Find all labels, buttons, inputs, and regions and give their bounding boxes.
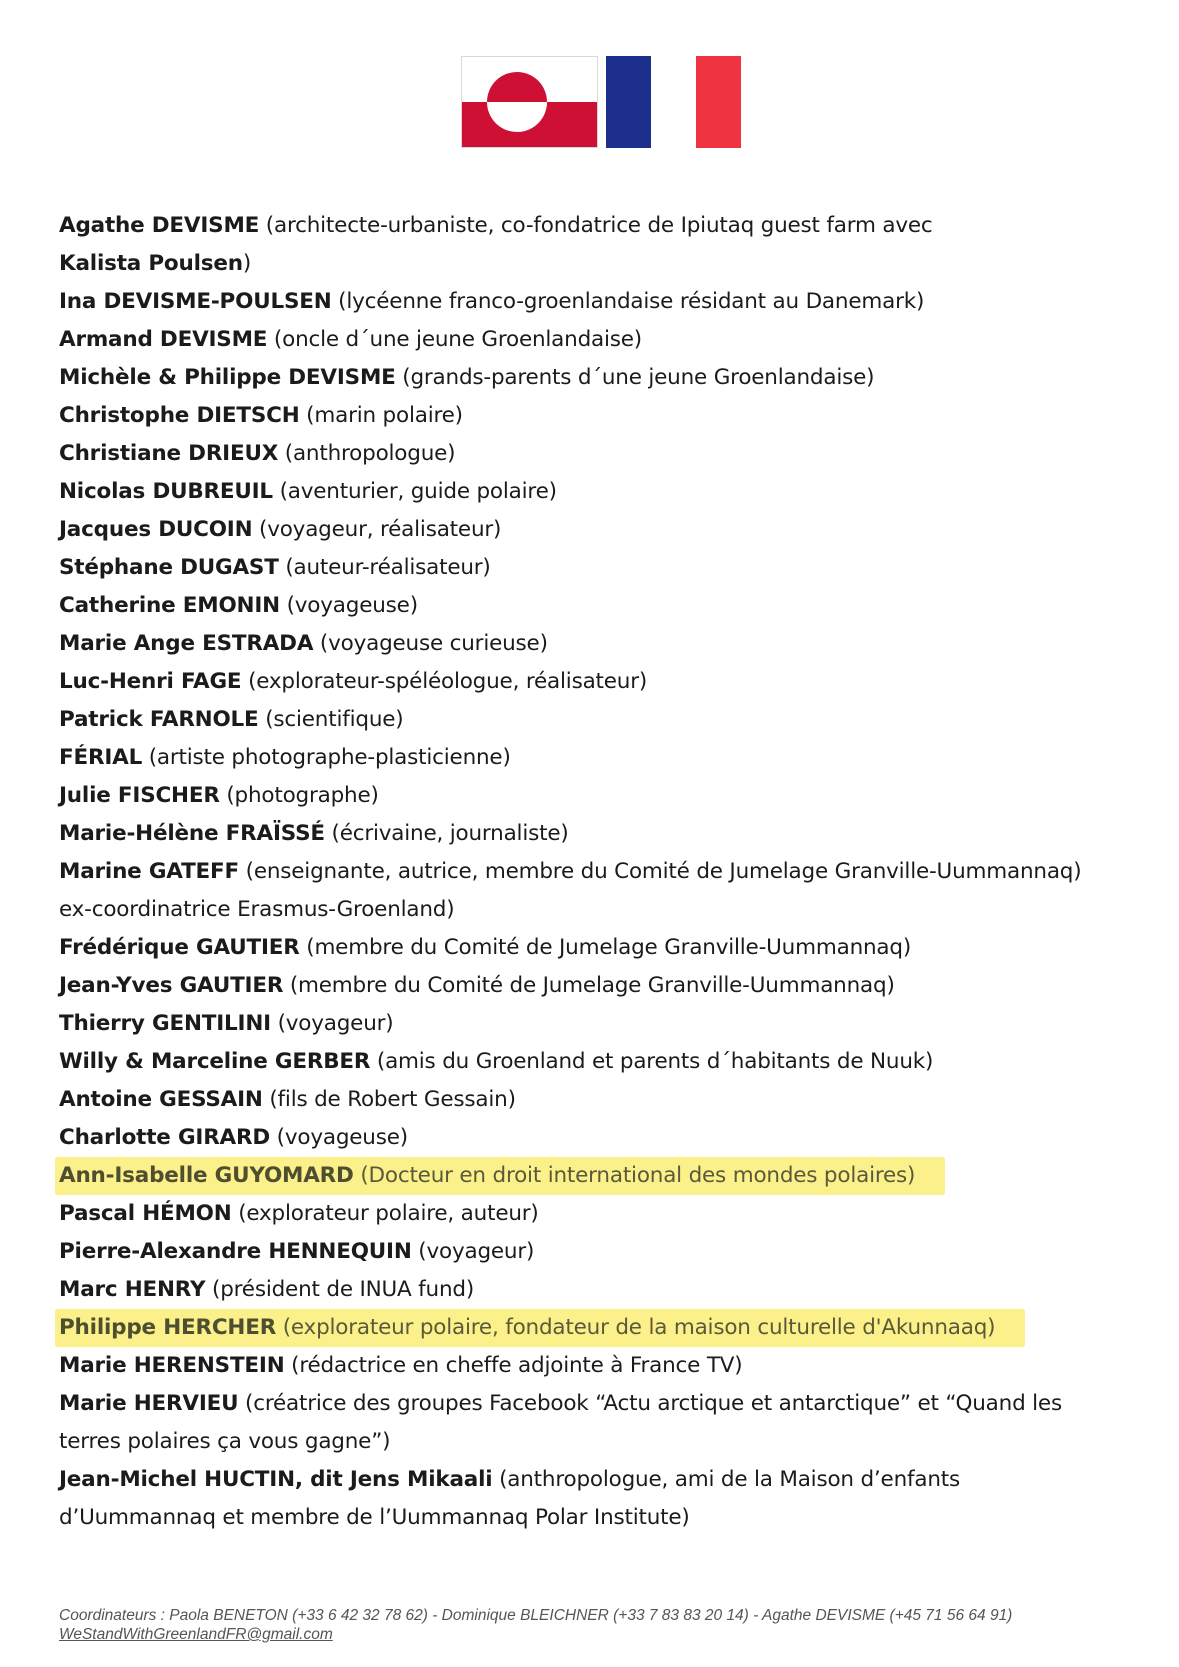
signatory-name: FÉRIAL [59, 745, 143, 770]
signatory-entry [59, 1423, 1139, 1461]
signatory-description: terres polaires ça vous gagne”) [59, 1429, 391, 1454]
signatory-entry [59, 1499, 1139, 1537]
signatory-entry [59, 1043, 1139, 1081]
signatory-description: (explorateur polaire, fondateur de la maison culturelle d'Akunnaaq) [282, 1315, 996, 1340]
signatory-description: ex-coordinatrice Erasmus-Groenland) [59, 897, 455, 922]
highlight-wrapper [59, 1309, 1139, 1347]
signatory-entry [59, 1271, 1139, 1309]
signatory-entry [59, 663, 1139, 701]
signatory-name: Marine GATEFF [59, 859, 239, 884]
signatory-description: (voyageur) [277, 1011, 394, 1036]
signatory-description: (voyageuse curieuse) [319, 631, 548, 656]
signatory-name: Ann-Isabelle GUYOMARD [59, 1163, 354, 1188]
signatory-entry [59, 891, 1139, 929]
signatory-name: Willy & Marceline GERBER [59, 1049, 371, 1074]
signatory-list [59, 207, 1139, 1537]
signatory-name: Pascal HÉMON [59, 1201, 232, 1226]
signatory-description: (explorateur polaire, auteur) [238, 1201, 539, 1226]
signatory-entry [59, 1385, 1139, 1423]
signatory-description: (rédactrice en cheffe adjointe à France TV) [291, 1353, 743, 1378]
signatory-entry [59, 1005, 1139, 1043]
signatory-name: Thierry GENTILINI [59, 1011, 271, 1036]
signatory-description: (architecte-urbaniste, co-fondatrice de Ipiutaq guest farm avec [265, 213, 933, 238]
signatory-description: (membre du Comité de Jumelage Granville-Uummannaq) [289, 973, 895, 998]
signatory-name: Antoine GESSAIN [59, 1087, 263, 1112]
signatory-entry [59, 853, 1139, 891]
signatory-entry [59, 739, 1139, 777]
signatory-name: Agathe DEVISME [59, 213, 260, 238]
signatory-entry [59, 929, 1139, 967]
signatory-entry [59, 473, 1139, 511]
signatory-entry [59, 1461, 1139, 1499]
signatory-entry [59, 1119, 1139, 1157]
signatory-entry [59, 397, 1139, 435]
signatory-description: (amis du Groenland et parents d´habitants de Nuuk) [376, 1049, 934, 1074]
signatory-name: Luc-Henri FAGE [59, 669, 242, 694]
signatory-entry [59, 625, 1139, 663]
signatory-name: Julie FISCHER [59, 783, 220, 808]
signatory-entry-highlighted [55, 1157, 945, 1195]
signatory-description: (créatrice des groupes Facebook “Actu arctique et antarctique” et “Quand les [245, 1391, 1062, 1416]
signatory-entry [59, 1347, 1139, 1385]
signatory-name: Frédérique GAUTIER [59, 935, 300, 960]
signatory-name: Jacques DUCOIN [59, 517, 253, 542]
signatory-name: Christophe DIETSCH [59, 403, 300, 428]
signatory-description: (photographe) [226, 783, 379, 808]
signatory-name: Nicolas DUBREUIL [59, 479, 273, 504]
signatory-description: (enseignante, autrice, membre du Comité de Jumelage Granville-Uummannaq) [245, 859, 1082, 884]
signatory-name: Catherine EMONIN [59, 593, 280, 618]
signatory-entry-highlighted [55, 1309, 1025, 1347]
signatory-entry [59, 967, 1139, 1005]
signatory-entry [59, 359, 1139, 397]
signatory-name: Jean-Yves GAUTIER [59, 973, 284, 998]
france-flag-icon [606, 56, 741, 148]
signatory-description: (anthropologue, ami de la Maison d’enfants [499, 1467, 961, 1492]
signatory-description: (écrivaine, journaliste) [331, 821, 569, 846]
signatory-description: (explorateur-spéléologue, réalisateur) [248, 669, 648, 694]
highlight-wrapper [59, 1157, 1139, 1195]
signatory-name: Kalista Poulsen [59, 251, 243, 276]
signatory-description: (grands-parents d´une jeune Groenlandaise) [402, 365, 875, 390]
signatory-description: (oncle d´une jeune Groenlandaise) [273, 327, 642, 352]
signatory-name: Patrick FARNOLE [59, 707, 259, 732]
signatory-description: (artiste photographe-plasticienne) [148, 745, 511, 770]
signatory-name: Armand DEVISME [59, 327, 268, 352]
flags-header [461, 56, 741, 148]
signatory-entry [59, 1081, 1139, 1119]
signatory-entry [59, 1233, 1139, 1271]
signatory-description: (président de INUA fund) [212, 1277, 475, 1302]
signatory-description: (marin polaire) [306, 403, 463, 428]
footer-coordinators: Coordinateurs : Paola BENETON (+33 6 42 32 78 62) - Dominique BLEICHNER (+33 7 83 83 20 14) - Agathe DEVISME (+45 71 56 64 91) [59, 1607, 1013, 1624]
signatory-name: Stéphane DUGAST [59, 555, 279, 580]
signatory-name: Marie Ange ESTRADA [59, 631, 314, 656]
signatory-description: (auteur-réalisateur) [285, 555, 491, 580]
signatory-entry [59, 207, 1139, 245]
signatory-description: d’Uummannaq et membre de l’Uummannaq Polar Institute) [59, 1505, 690, 1530]
signatory-description: (aventurier, guide polaire) [279, 479, 557, 504]
signatory-entry [59, 701, 1139, 739]
signatory-name: Marc HENRY [59, 1277, 206, 1302]
signatory-entry [59, 283, 1139, 321]
signatory-description: (voyageur, réalisateur) [259, 517, 502, 542]
signatory-name: Marie HERVIEU [59, 1391, 239, 1416]
signatory-description: (Docteur en droit international des mondes polaires) [360, 1163, 916, 1188]
signatory-name: Ina DEVISME-POULSEN [59, 289, 332, 314]
signatory-description: ) [242, 251, 252, 276]
signatory-name: Jean-Michel HUCTIN, dit Jens Mikaali [59, 1467, 493, 1492]
signatory-description: (scientifique) [265, 707, 404, 732]
signatory-description: (anthropologue) [284, 441, 456, 466]
signatory-entry [59, 587, 1139, 625]
signatory-description: (voyageur) [418, 1239, 535, 1264]
signatory-entry [59, 321, 1139, 359]
signatory-description: (voyageuse) [276, 1125, 408, 1150]
signatory-name: Christiane DRIEUX [59, 441, 279, 466]
signatory-name: Michèle & Philippe DEVISME [59, 365, 396, 390]
signatory-entry [59, 549, 1139, 587]
signatory-name: Marie-Hélène FRAÏSSÉ [59, 821, 325, 846]
signatory-description: (fils de Robert Gessain) [269, 1087, 516, 1112]
signatory-name: Philippe HERCHER [59, 1315, 277, 1340]
signatory-name: Marie HERENSTEIN [59, 1353, 285, 1378]
signatory-name: Charlotte GIRARD [59, 1125, 271, 1150]
signatory-entry [59, 435, 1139, 473]
greenland-flag-icon [461, 56, 598, 148]
footer [59, 1606, 1012, 1644]
signatory-description: (lycéenne franco-groenlandaise résidant au Danemark) [338, 289, 925, 314]
signatory-entry [59, 511, 1139, 549]
signatory-description: (voyageuse) [286, 593, 418, 618]
signatory-entry [59, 1195, 1139, 1233]
signatory-entry [59, 777, 1139, 815]
signatory-description: (membre du Comité de Jumelage Granville-Uummannaq) [306, 935, 912, 960]
signatory-entry [59, 245, 1139, 283]
signatory-name: Pierre-Alexandre HENNEQUIN [59, 1239, 412, 1264]
footer-email-link[interactable]: WeStandWithGreenlandFR@gmail.com [59, 1626, 333, 1643]
signatory-entry [59, 815, 1139, 853]
